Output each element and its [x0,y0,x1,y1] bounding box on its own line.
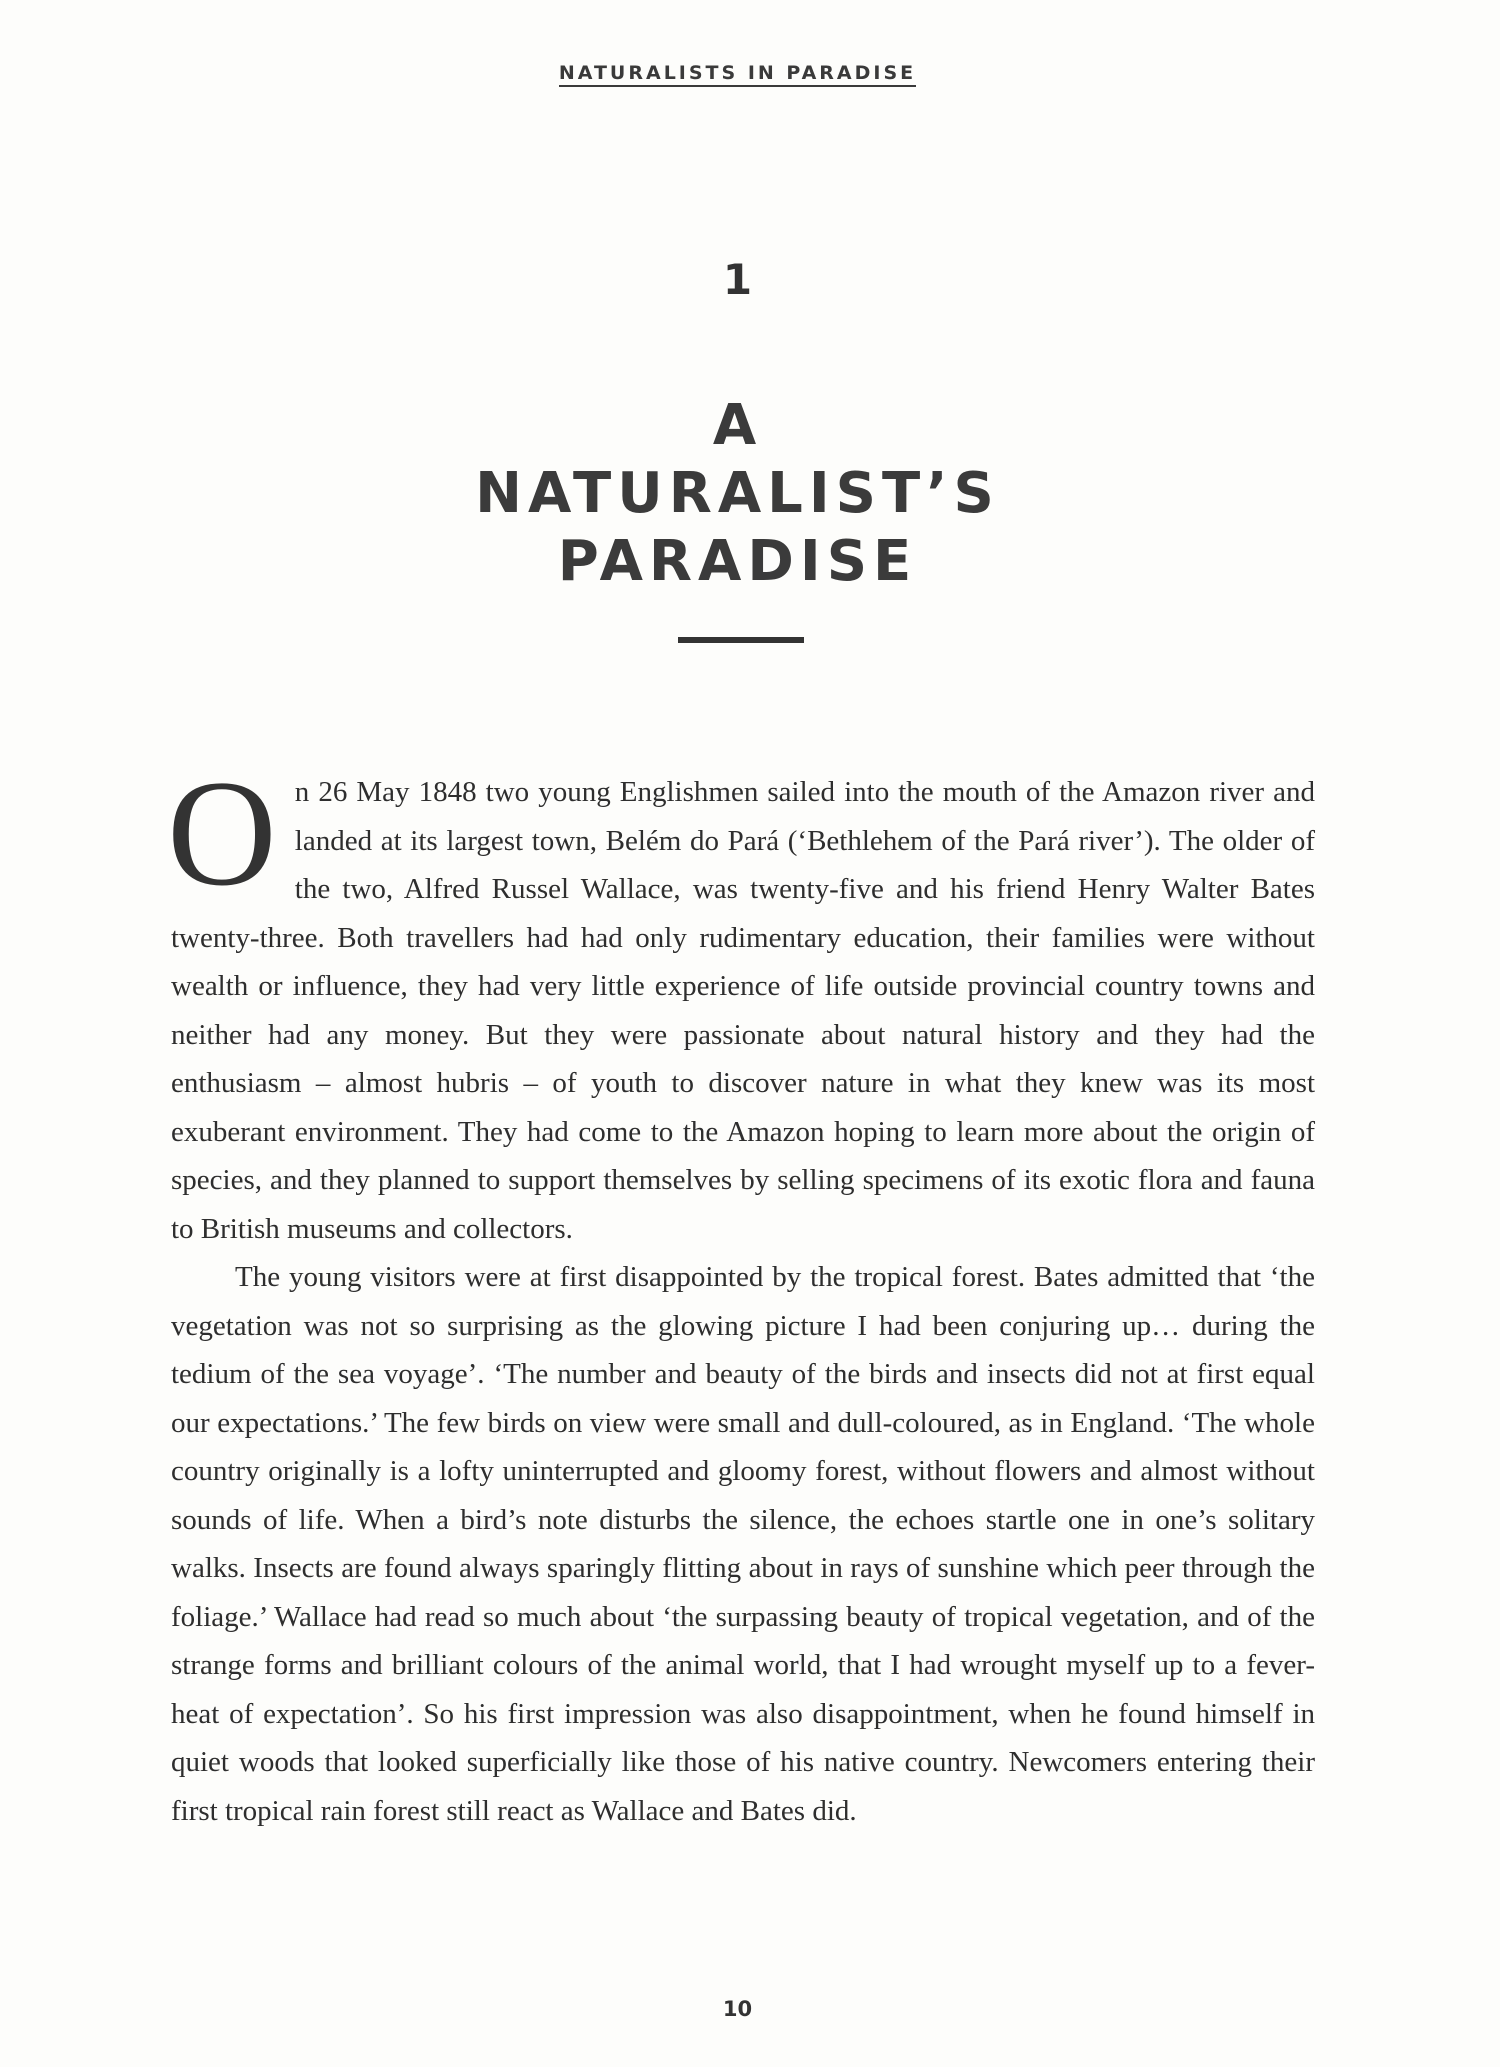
chapter-title-line-2: NATURALIST’S [475,461,1000,526]
chapter-title-line-1: A [712,393,763,458]
drop-cap: O [167,749,277,917]
paragraph-1 [167,749,1315,1253]
paragraph-2: The young visitors were at first disappointed by the tropical forest. Bates admitted that ‘the vegetation was not so surprising as the glowing picture I had been conjuring up… during the tedium of the sea voyage’. ‘The number and beauty of the birds and insects did not at first equal our expectations.’ The few birds on view were small and dull-coloured, as in England. ‘The whole country originally is a lofty uninterrupted and gloomy forest, without flowers and almost without sounds of life. When a bird’s note disturbs the silence, the echoes startle one in one’s solitary walks. Insects are found always sparingly flitting about in rays of sunshine which peer through the foliage.’ Wallace had read so much about ‘the surpassing beauty of tropical vegetation, and of the strange forms and brilliant colours of the animal world, that I had wrought myself up to a fever-heat of expectation’. So his first impression was also disappointment, when he found himself in quiet woods that looked superficially like those of his native country. Newcomers entering their first tropical rain forest still react as Wallace and Bates did. [171,1261,1315,1827]
running-header [0,62,1475,84]
running-header-text: NATURALISTS IN PARADISE [559,62,916,87]
chapter-number: 1 [722,255,753,304]
chapter-title [0,392,1475,596]
body-text [167,749,1315,1835]
title-rule [678,637,804,643]
chapter-title-line-3: PARADISE [557,529,918,594]
paragraph-1-text: n 26 May 1848 two young Englishmen sailed into the mouth of the Amazon river and landed at its largest town, Belém do Pará (‘Bethlehem of the Pará river’). The older of the two, Alfred Russel Wallace, was twenty-five and his friend Henry Walter Bates twenty-three. Both travellers had had only rudimentary education, their families were without wealth or influence, they had very little experience of life outside provincial country towns and neither had any money. But they were passionate about natural history and they had the enthusiasm – almost hubris – of youth to discover nature in what they knew was its most exuberant environment. They had come to the Amazon hoping to learn more about the origin of species, and they planned to support themselves by selling specimens of its exotic flora and fauna to British museums and collectors. [171,776,1315,1245]
page-number: 10 [722,1997,753,2021]
